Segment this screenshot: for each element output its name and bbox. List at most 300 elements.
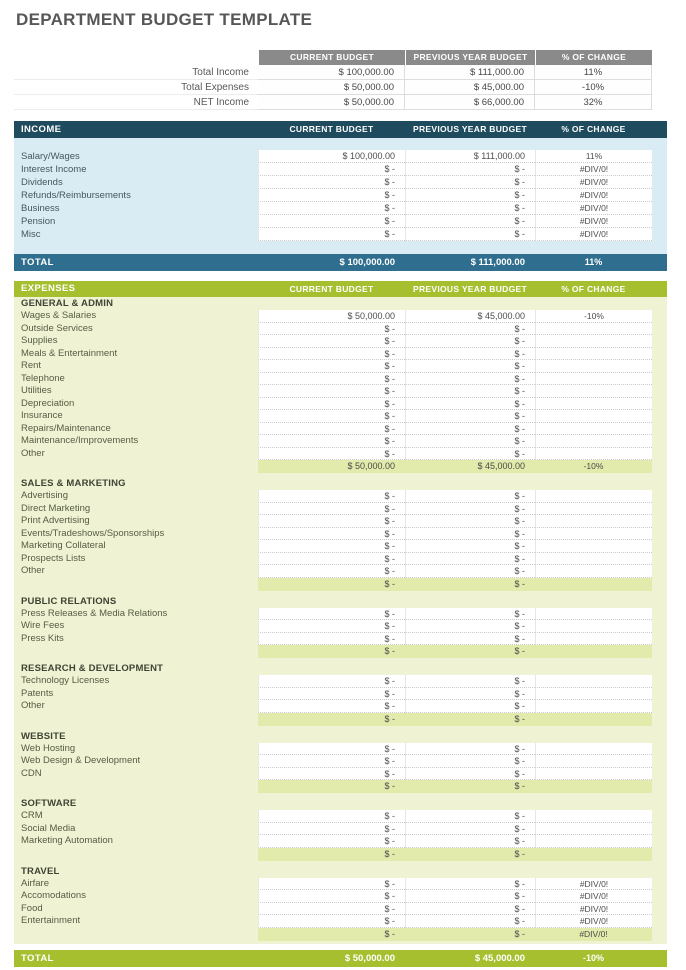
- table-row: [14, 189, 667, 202]
- previous-budget-cell[interactable]: $ -: [405, 565, 535, 578]
- subtotal-row: [14, 460, 667, 473]
- current-budget-cell[interactable]: $ -: [258, 410, 405, 423]
- column-header-previous-year-budget: PREVIOUS YEAR BUDGET: [412, 284, 527, 294]
- current-budget-cell[interactable]: $ -: [258, 768, 405, 781]
- row-label[interactable]: [14, 713, 258, 726]
- current-budget-cell[interactable]: $ -: [258, 608, 405, 621]
- change-cell[interactable]: 11%: [535, 65, 652, 80]
- change-cell[interactable]: -10%: [535, 310, 652, 323]
- change-cell[interactable]: #DIV/0!: [535, 878, 652, 891]
- table-row: [14, 335, 667, 348]
- change-cell[interactable]: [535, 348, 652, 361]
- change-cell[interactable]: [535, 810, 652, 823]
- previous-budget-cell[interactable]: $ 45,000.00: [405, 80, 535, 95]
- change-cell[interactable]: [535, 565, 652, 578]
- row-label[interactable]: Patents: [21, 687, 54, 699]
- current-budget-cell[interactable]: $ -: [258, 675, 405, 688]
- previous-budget-cell[interactable]: $ -: [405, 835, 535, 848]
- expenses-section-header: [14, 281, 667, 297]
- previous-budget-cell[interactable]: $ -: [405, 189, 535, 202]
- change-cell[interactable]: [535, 823, 652, 836]
- row-label[interactable]: Refunds/Reimbursements: [21, 190, 131, 201]
- table-row: [14, 360, 667, 373]
- change-cell[interactable]: [535, 410, 652, 423]
- change-cell[interactable]: [535, 540, 652, 553]
- previous-budget-cell[interactable]: $ -: [405, 928, 535, 941]
- change-cell[interactable]: 11%: [584, 257, 603, 267]
- row-label[interactable]: Meals & Entertainment: [21, 347, 118, 359]
- table-row: [14, 608, 667, 621]
- summary-row: [14, 95, 667, 110]
- row-label[interactable]: Other: [21, 565, 45, 576]
- current-budget-cell[interactable]: $ 100,000.00: [258, 65, 405, 80]
- current-budget-cell[interactable]: $ -: [258, 633, 405, 646]
- current-budget-cell[interactable]: $ -: [258, 915, 405, 928]
- change-cell[interactable]: [535, 755, 652, 768]
- previous-budget-cell[interactable]: $ -: [405, 903, 535, 916]
- change-cell[interactable]: [535, 423, 652, 436]
- subtotal-row: [14, 578, 667, 591]
- current-budget-cell[interactable]: $ -: [258, 743, 405, 756]
- table-row: [14, 675, 667, 688]
- previous-budget-cell[interactable]: $ -: [405, 176, 535, 189]
- change-cell[interactable]: [535, 675, 652, 688]
- current-budget-cell[interactable]: $ -: [258, 163, 405, 176]
- current-budget-cell[interactable]: $ -: [258, 323, 405, 336]
- change-cell[interactable]: #DIV/0!: [535, 215, 652, 228]
- previous-budget-cell[interactable]: $ -: [405, 915, 535, 928]
- current-budget-cell[interactable]: $ -: [258, 810, 405, 823]
- current-budget-cell[interactable]: $ -: [258, 565, 405, 578]
- previous-budget-cell[interactable]: $ 111,000.00: [405, 65, 535, 80]
- table-row: [14, 323, 667, 336]
- summary-row: [14, 65, 667, 80]
- table-row: [14, 565, 667, 578]
- table-row: [14, 700, 667, 713]
- expense-groups: [14, 297, 667, 941]
- current-budget-cell[interactable]: $ -: [258, 528, 405, 541]
- current-budget-cell[interactable]: $ -: [258, 398, 405, 411]
- row-label[interactable]: Accomodations: [21, 890, 86, 901]
- previous-budget-cell[interactable]: $ -: [405, 348, 535, 361]
- change-cell[interactable]: [535, 335, 652, 348]
- column-header-percent-change: % OF CHANGE: [561, 124, 626, 134]
- current-budget-cell[interactable]: $ -: [258, 373, 405, 386]
- change-cell[interactable]: -10%: [582, 952, 604, 963]
- table-row: [14, 163, 667, 176]
- current-budget-cell[interactable]: $ -: [258, 578, 405, 591]
- row-label[interactable]: Web Hosting: [21, 742, 76, 754]
- group-title: PUBLIC RELATIONS: [21, 595, 117, 607]
- change-cell[interactable]: #DIV/0!: [535, 890, 652, 903]
- expenses-total-row: [14, 950, 667, 967]
- previous-budget-cell[interactable]: $ -: [405, 410, 535, 423]
- table-row: [14, 503, 667, 516]
- previous-budget-cell[interactable]: $ -: [405, 645, 535, 658]
- expense-group: [14, 595, 667, 659]
- subtotal-row: [14, 848, 667, 861]
- summary-rows: [14, 65, 667, 110]
- row-label[interactable]: [14, 578, 258, 591]
- previous-budget-cell[interactable]: $ -: [405, 810, 535, 823]
- change-cell[interactable]: [535, 528, 652, 541]
- previous-budget-cell[interactable]: $ -: [405, 755, 535, 768]
- change-cell[interactable]: #DIV/0!: [535, 163, 652, 176]
- row-label[interactable]: Events/Tradeshows/Sponsorships: [21, 527, 165, 539]
- change-cell[interactable]: [535, 515, 652, 528]
- row-label[interactable]: Interest Income: [21, 164, 87, 175]
- current-budget-cell[interactable]: $ -: [258, 713, 405, 726]
- previous-budget-cell[interactable]: $ -: [405, 448, 535, 461]
- current-budget-cell[interactable]: $ -: [258, 189, 405, 202]
- current-budget-cell[interactable]: $ -: [258, 348, 405, 361]
- current-budget-cell[interactable]: $ -: [258, 928, 405, 941]
- row-label[interactable]: [14, 848, 258, 861]
- change-cell[interactable]: [535, 360, 652, 373]
- summary-row: [14, 80, 667, 95]
- previous-budget-cell[interactable]: $ -: [405, 490, 535, 503]
- expenses-section-label: EXPENSES: [21, 283, 76, 294]
- summary-table: [14, 50, 667, 110]
- column-header-percent-change: % OF CHANGE: [535, 50, 652, 65]
- row-label[interactable]: Advertising: [21, 490, 68, 501]
- previous-budget-cell[interactable]: $ -: [405, 515, 535, 528]
- row-label[interactable]: CDN: [21, 767, 42, 779]
- row-label[interactable]: Press Releases & Media Relations: [21, 607, 168, 619]
- current-budget-cell[interactable]: $ -: [258, 176, 405, 189]
- row-label[interactable]: Entertainment: [21, 915, 81, 926]
- current-budget-cell[interactable]: $ -: [258, 540, 405, 553]
- table-row: [14, 423, 667, 436]
- current-budget-cell[interactable]: $ 50,000.00: [258, 460, 405, 473]
- row-label[interactable]: Technology Licenses: [21, 675, 110, 686]
- previous-budget-cell[interactable]: $ -: [405, 228, 535, 241]
- previous-budget-cell[interactable]: $ -: [405, 385, 535, 398]
- row-label[interactable]: Other: [21, 447, 45, 459]
- current-budget-cell[interactable]: $ -: [258, 903, 405, 916]
- current-budget-cell[interactable]: $ -: [258, 385, 405, 398]
- current-budget-cell[interactable]: $ -: [258, 700, 405, 713]
- current-budget-cell[interactable]: $ -: [258, 620, 405, 633]
- previous-budget-cell[interactable]: $ -: [405, 848, 535, 861]
- row-label[interactable]: Supplies: [21, 335, 58, 346]
- change-cell[interactable]: [535, 780, 652, 793]
- row-label[interactable]: Maintenance/Improvements: [21, 435, 139, 446]
- row-label[interactable]: Airfare: [21, 877, 49, 889]
- previous-budget-cell[interactable]: $ -: [405, 423, 535, 436]
- expenses-section: [14, 281, 667, 944]
- change-cell[interactable]: #DIV/0!: [535, 189, 652, 202]
- current-budget-cell[interactable]: $ -: [258, 202, 405, 215]
- row-label[interactable]: Prospects Lists: [21, 552, 86, 564]
- current-budget-cell[interactable]: $ -: [258, 688, 405, 701]
- income-rows: [14, 150, 667, 241]
- change-cell[interactable]: [535, 490, 652, 503]
- row-label[interactable]: Social Media: [21, 822, 76, 834]
- change-cell[interactable]: #DIV/0!: [535, 202, 652, 215]
- previous-budget-cell[interactable]: $ -: [405, 743, 535, 756]
- column-header-current-budget: CURRENT BUDGET: [258, 50, 405, 65]
- row-label[interactable]: Pension: [21, 216, 56, 227]
- table-row: [14, 755, 667, 768]
- expense-group: [14, 797, 667, 861]
- table-row: [14, 528, 667, 541]
- row-label[interactable]: CRM: [21, 810, 43, 821]
- row-label[interactable]: Salary/Wages: [21, 151, 80, 162]
- spacer: [14, 138, 667, 150]
- table-row: [14, 202, 667, 215]
- change-cell[interactable]: [535, 503, 652, 516]
- change-cell[interactable]: [535, 633, 652, 646]
- table-row: [14, 348, 667, 361]
- change-cell[interactable]: [535, 448, 652, 461]
- change-cell[interactable]: [535, 848, 652, 861]
- current-budget-cell[interactable]: $ 50,000.00: [258, 95, 405, 110]
- row-label[interactable]: Marketing Collateral: [21, 540, 106, 551]
- previous-budget-cell[interactable]: $ 45,000.00: [474, 952, 525, 964]
- row-label[interactable]: Other: [21, 700, 45, 711]
- change-cell[interactable]: [535, 688, 652, 701]
- row-label[interactable]: Business: [21, 203, 60, 214]
- previous-budget-cell[interactable]: $ 45,000.00: [405, 310, 535, 323]
- previous-budget-cell[interactable]: $ 111,000.00: [405, 150, 535, 163]
- change-cell[interactable]: [535, 578, 652, 591]
- row-label[interactable]: [14, 460, 258, 473]
- row-label[interactable]: Total Expenses: [14, 80, 258, 95]
- current-budget-cell[interactable]: $ -: [258, 780, 405, 793]
- current-budget-cell[interactable]: $ -: [258, 490, 405, 503]
- table-row: [14, 310, 667, 323]
- expense-group: [14, 477, 667, 591]
- current-budget-cell[interactable]: $ -: [258, 823, 405, 836]
- table-row: [14, 490, 667, 503]
- summary-header-spacer: [14, 50, 258, 65]
- change-cell[interactable]: #DIV/0!: [535, 176, 652, 189]
- table-row: [14, 768, 667, 781]
- income-total-row: [14, 254, 667, 271]
- group-title: SOFTWARE: [21, 798, 77, 809]
- change-cell[interactable]: 11%: [535, 150, 652, 163]
- change-cell[interactable]: #DIV/0!: [535, 928, 652, 941]
- current-budget-cell[interactable]: $ -: [258, 515, 405, 528]
- current-budget-cell[interactable]: $ -: [258, 360, 405, 373]
- row-label[interactable]: [14, 780, 258, 793]
- column-header-current-budget: CURRENT BUDGET: [289, 284, 374, 294]
- current-budget-cell[interactable]: $ -: [258, 645, 405, 658]
- row-label[interactable]: Misc: [21, 229, 41, 240]
- subtotal-row: [14, 645, 667, 658]
- row-label[interactable]: Repairs/Maintenance: [21, 422, 111, 434]
- previous-budget-cell[interactable]: $ -: [405, 878, 535, 891]
- current-budget-cell[interactable]: $ -: [258, 755, 405, 768]
- table-row: [14, 688, 667, 701]
- group-title: TRAVEL: [21, 865, 60, 877]
- group-title: SALES & MARKETING: [21, 478, 126, 489]
- row-label[interactable]: Outside Services: [21, 322, 93, 334]
- current-budget-cell[interactable]: $ -: [258, 553, 405, 566]
- change-cell[interactable]: [535, 553, 652, 566]
- row-label[interactable]: Marketing Automation: [21, 835, 113, 846]
- table-row: [14, 373, 667, 386]
- previous-budget-cell[interactable]: $ -: [405, 633, 535, 646]
- previous-budget-cell[interactable]: $ -: [405, 398, 535, 411]
- previous-budget-cell[interactable]: $ -: [405, 700, 535, 713]
- current-budget-cell[interactable]: $ 100,000.00: [258, 150, 405, 163]
- table-row: [14, 633, 667, 646]
- income-section-header: [14, 121, 667, 138]
- table-row: [14, 515, 667, 528]
- current-budget-cell[interactable]: $ -: [258, 890, 405, 903]
- row-label[interactable]: Depreciation: [21, 397, 75, 409]
- current-budget-cell[interactable]: $ 50,000.00: [344, 952, 395, 964]
- row-label[interactable]: Dividends: [21, 177, 63, 188]
- column-header-previous-year-budget: PREVIOUS YEAR BUDGET: [412, 124, 527, 134]
- row-label[interactable]: Rent: [21, 360, 42, 371]
- current-budget-cell[interactable]: $ -: [258, 878, 405, 891]
- subtotal-row: [14, 780, 667, 793]
- change-cell[interactable]: [535, 713, 652, 726]
- group-title: GENERAL & ADMIN: [21, 298, 114, 309]
- change-cell[interactable]: [535, 620, 652, 633]
- previous-budget-cell[interactable]: $ -: [405, 202, 535, 215]
- change-cell[interactable]: [535, 700, 652, 713]
- income-total-label: TOTAL: [21, 257, 54, 268]
- table-row: [14, 176, 667, 189]
- previous-budget-cell[interactable]: $ -: [405, 688, 535, 701]
- current-budget-cell[interactable]: $ -: [258, 848, 405, 861]
- table-row: [14, 620, 667, 633]
- current-budget-cell[interactable]: $ 50,000.00: [258, 310, 405, 323]
- table-row: [14, 150, 667, 163]
- row-label[interactable]: [14, 928, 258, 941]
- table-row: [14, 903, 667, 916]
- previous-budget-cell[interactable]: $ -: [405, 540, 535, 553]
- expense-group: [14, 662, 667, 726]
- spacer: [14, 241, 667, 254]
- change-cell[interactable]: [535, 385, 652, 398]
- previous-budget-cell[interactable]: $ -: [405, 713, 535, 726]
- previous-budget-cell[interactable]: $ -: [405, 620, 535, 633]
- current-budget-cell[interactable]: $ 100,000.00: [339, 257, 395, 268]
- change-cell[interactable]: #DIV/0!: [535, 228, 652, 241]
- change-cell[interactable]: -10%: [535, 80, 652, 95]
- table-row: [14, 878, 667, 891]
- previous-budget-cell[interactable]: $ -: [405, 675, 535, 688]
- previous-budget-cell[interactable]: $ 45,000.00: [405, 460, 535, 473]
- column-header-percent-change: % OF CHANGE: [561, 284, 626, 294]
- previous-budget-cell[interactable]: $ -: [405, 553, 535, 566]
- current-budget-cell[interactable]: $ -: [258, 228, 405, 241]
- previous-budget-cell[interactable]: $ 66,000.00: [405, 95, 535, 110]
- previous-budget-cell[interactable]: $ -: [405, 373, 535, 386]
- group-title: WEBSITE: [21, 730, 66, 742]
- current-budget-cell[interactable]: $ -: [258, 448, 405, 461]
- table-row: [14, 228, 667, 241]
- current-budget-cell[interactable]: $ -: [258, 215, 405, 228]
- previous-budget-cell[interactable]: $ -: [405, 528, 535, 541]
- table-row: [14, 915, 667, 928]
- subtotal-row: [14, 928, 667, 941]
- row-label[interactable]: Wire Fees: [21, 620, 65, 631]
- change-cell[interactable]: [535, 768, 652, 781]
- table-row: [14, 835, 667, 848]
- current-budget-cell[interactable]: $ 50,000.00: [258, 80, 405, 95]
- change-cell[interactable]: -10%: [535, 460, 652, 473]
- expenses-total-label: TOTAL: [21, 952, 54, 964]
- row-label[interactable]: Total Income: [14, 65, 258, 80]
- income-section-label: INCOME: [21, 124, 62, 135]
- previous-budget-cell[interactable]: $ -: [405, 215, 535, 228]
- change-cell[interactable]: [535, 435, 652, 448]
- table-row: [14, 448, 667, 461]
- change-cell[interactable]: [535, 743, 652, 756]
- previous-budget-cell[interactable]: $ -: [405, 163, 535, 176]
- current-budget-cell[interactable]: $ -: [258, 423, 405, 436]
- subtotal-row: [14, 713, 667, 726]
- row-label[interactable]: Insurance: [21, 410, 63, 421]
- change-cell[interactable]: [535, 373, 652, 386]
- row-label[interactable]: NET Income: [14, 95, 258, 110]
- group-title: RESEARCH & DEVELOPMENT: [21, 663, 164, 674]
- row-label[interactable]: Food: [21, 902, 43, 914]
- current-budget-cell[interactable]: $ -: [258, 835, 405, 848]
- change-cell[interactable]: #DIV/0!: [535, 915, 652, 928]
- table-row: [14, 743, 667, 756]
- previous-budget-cell[interactable]: $ -: [405, 768, 535, 781]
- previous-budget-cell[interactable]: $ -: [405, 890, 535, 903]
- table-row: [14, 540, 667, 553]
- previous-budget-cell[interactable]: $ -: [405, 435, 535, 448]
- table-row: [14, 385, 667, 398]
- row-label[interactable]: Press Kits: [21, 632, 64, 644]
- row-label[interactable]: Direct Marketing: [21, 502, 91, 514]
- previous-budget-cell[interactable]: $ 111,000.00: [470, 257, 525, 268]
- table-row: [14, 823, 667, 836]
- row-label[interactable]: [14, 645, 258, 658]
- row-label[interactable]: Telephone: [21, 372, 65, 384]
- table-row: [14, 810, 667, 823]
- change-cell[interactable]: #DIV/0!: [535, 903, 652, 916]
- previous-budget-cell[interactable]: $ -: [405, 503, 535, 516]
- change-cell[interactable]: [535, 645, 652, 658]
- row-label[interactable]: Web Design & Development: [21, 755, 141, 766]
- previous-budget-cell[interactable]: $ -: [405, 823, 535, 836]
- income-section: [14, 121, 667, 254]
- current-budget-cell[interactable]: $ -: [258, 435, 405, 448]
- change-cell[interactable]: [535, 323, 652, 336]
- row-label[interactable]: Utilities: [21, 385, 52, 396]
- previous-budget-cell[interactable]: $ -: [405, 360, 535, 373]
- row-label[interactable]: Wages & Salaries: [21, 310, 97, 321]
- change-cell[interactable]: [535, 398, 652, 411]
- current-budget-cell[interactable]: $ -: [258, 503, 405, 516]
- change-cell[interactable]: [535, 835, 652, 848]
- column-header-previous-year-budget: PREVIOUS YEAR BUDGET: [405, 50, 535, 65]
- change-cell[interactable]: [535, 608, 652, 621]
- expense-group: [14, 297, 667, 473]
- expense-group: [14, 730, 667, 794]
- change-cell[interactable]: 32%: [535, 95, 652, 110]
- row-label[interactable]: Print Advertising: [21, 515, 90, 526]
- previous-budget-cell[interactable]: $ -: [405, 608, 535, 621]
- previous-budget-cell[interactable]: $ -: [405, 780, 535, 793]
- previous-budget-cell[interactable]: $ -: [405, 323, 535, 336]
- previous-budget-cell[interactable]: $ -: [405, 335, 535, 348]
- current-budget-cell[interactable]: $ -: [258, 335, 405, 348]
- previous-budget-cell[interactable]: $ -: [405, 578, 535, 591]
- table-row: [14, 435, 667, 448]
- table-row: [14, 553, 667, 566]
